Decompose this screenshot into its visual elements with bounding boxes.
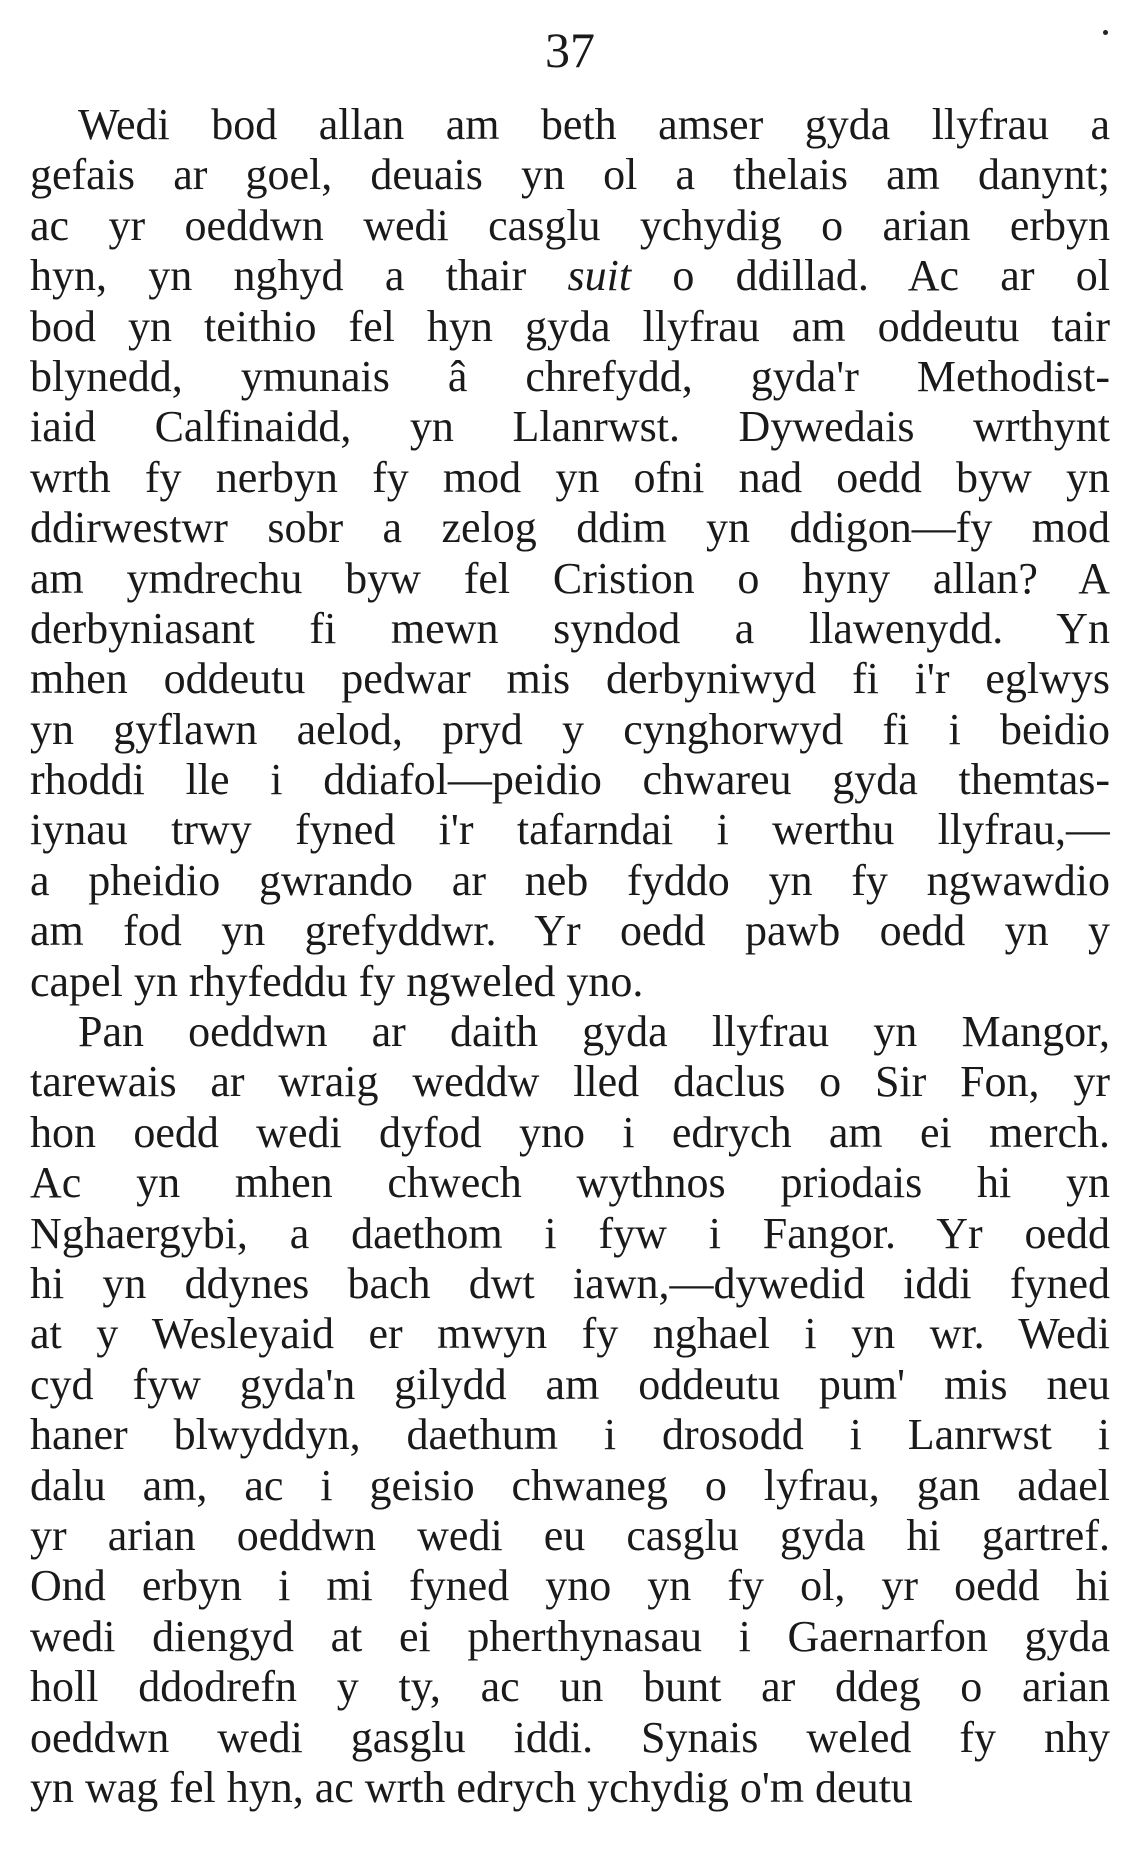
text-line: holl ddodrefn y ty, ac un bunt ar ddeg o arian xyxy=(30,1662,1110,1712)
text-line: bod yn teithio fel hyn gyda llyfrau am oddeutu tair xyxy=(30,301,1110,351)
text-line: Wedi bod allan am beth amser gyda llyfrau a xyxy=(78,100,1110,149)
text-line: gefais ar goel, deuais yn ol a thelais am danynt; xyxy=(30,150,1110,200)
text-line: Nghaergybi, a daethom i fyw i Fangor. Yr oedd xyxy=(30,1208,1110,1258)
text-line: haner blwyddyn, daethum i drosodd i Lanrwst i xyxy=(30,1410,1110,1460)
text-line: blynedd, ymunais â chrefydd, gyda'r Methodist- xyxy=(30,351,1110,401)
text-line: dalu am, ac i geisio chwaneg o lyfrau, gan adael xyxy=(30,1460,1110,1510)
page-number: 37 xyxy=(545,22,595,78)
text-line: tarewais ar wraig weddw lled daclus o Sir Fon, yr xyxy=(30,1057,1110,1107)
text-line: Ond erbyn i mi fyned yno yn fy ol, yr oedd hi xyxy=(30,1561,1110,1611)
text-line: ddirwestwr sobr a zelog ddim yn ddigon—fy mod xyxy=(30,503,1110,553)
text-line: wedi diengyd at ei pherthynasau i Gaernarfon gyda xyxy=(30,1611,1110,1661)
text-line: yn wag fel hyn, ac wrth edrych ychydig o'm deutu xyxy=(30,1762,913,1812)
text-line: rhoddi lle i ddiafol—peidio chwareu gyda themtas- xyxy=(30,755,1110,805)
text-line: yr arian oeddwn wedi eu casglu gyda hi gartref. xyxy=(30,1510,1110,1560)
text-line: yn gyflawn aelod, pryd y cynghorwyd fi i beidio xyxy=(30,704,1110,754)
text-line: derbyniasant fi mewn syndod a llawenydd. Yn xyxy=(30,603,1110,653)
text-line: Pan oeddwn ar daith gyda llyfrau yn Mangor, xyxy=(78,1007,1110,1057)
text-line: iynau trwy fyned i'r tafarndai i werthu llyfrau,— xyxy=(30,805,1110,855)
text-line: hi yn ddynes bach dwt iawn,—dywedid iddi fyned xyxy=(30,1258,1110,1308)
text-line: wrth fy nerbyn fy mod yn ofni nad oedd byw yn xyxy=(30,452,1110,502)
text-line: am ymdrechu byw fel Cristion o hyny allan? A xyxy=(30,553,1110,603)
text-line: hon oedd wedi dyfod yno i edrych am ei merch. xyxy=(30,1107,1110,1157)
text-line: a pheidio gwrando ar neb fyddo yn fy ngwawdio xyxy=(30,855,1110,905)
text-line: Ac yn mhen chwech wythnos priodais hi yn xyxy=(30,1158,1110,1208)
text-line: iaid Calfinaidd, yn Llanrwst. Dywedais wrthynt xyxy=(30,402,1110,452)
book-page xyxy=(30,20,1110,1832)
ink-speck xyxy=(1103,30,1108,35)
text-line: hyn, yn nghyd a thair suit o ddillad. Ac ar ol xyxy=(30,251,1110,301)
text-line: mhen oddeutu pedwar mis derbyniwyd fi i'r eglwys xyxy=(30,654,1110,704)
paragraph xyxy=(30,100,1110,1007)
text-line: am fod yn grefyddwr. Yr oedd pawb oedd yn y xyxy=(30,906,1110,956)
paragraph xyxy=(30,1007,1110,1813)
text-line: cyd fyw gyda'n gilydd am oddeutu pum' mis neu xyxy=(30,1359,1110,1409)
text-line: ac yr oeddwn wedi casglu ychydig o arian erbyn xyxy=(30,200,1110,250)
text-line: at y Wesleyaid er mwyn fy nghael i yn wr. Wedi xyxy=(30,1309,1110,1359)
text-line: oeddwn wedi gasglu iddi. Synais weled fy nhy xyxy=(30,1712,1110,1762)
body-text xyxy=(30,100,1110,1813)
text-line: capel yn rhyfeddu fy ngweled yno. xyxy=(30,956,644,1006)
